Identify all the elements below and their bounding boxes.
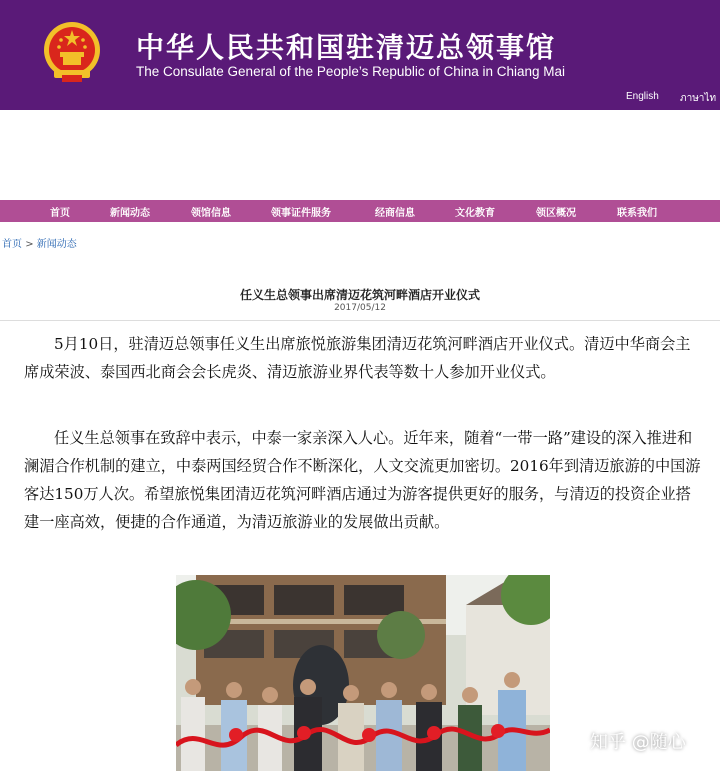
breadcrumb <box>2 235 77 250</box>
nav-item-culture-education[interactable]: 文化教育 <box>455 208 495 219</box>
site-title-english: The Consulate General of the People’s Republic of China in Chiang Mai <box>136 64 566 79</box>
nav-item-home[interactable]: 首页 <box>50 208 70 219</box>
national-emblem-icon <box>42 20 102 84</box>
language-link-english[interactable]: English <box>626 91 659 102</box>
main-navigation <box>0 200 720 222</box>
nav-item-news[interactable]: 新闻动态 <box>110 208 150 219</box>
article-paragraph: 任义生总领事在致辞中表示，中泰一家亲深入人心。近年来，随着“一带一路”建设的深入推进和澜湄合作机制的建立，中泰两国经贸合作不断深化，人文交流更加密切。2016年到清迈旅游的中国游客达150万人次。希望旅悦集团清迈花筑河畔酒店通过为游客提供更好的服务，与清迈的投资企业搭建一座高效，便捷的合作通道，为清迈旅游业的发展做出贡献。 <box>24 429 701 531</box>
breadcrumb-separator: > <box>25 239 34 250</box>
site-title-chinese: 中华人民共和国驻清迈总领事馆 <box>136 31 557 64</box>
breadcrumb-news-link[interactable]: 新闻动态 <box>36 239 77 250</box>
nav-item-consular-services[interactable]: 领事证件服务 <box>271 208 331 219</box>
site-header <box>0 0 720 110</box>
article-title: 任义生总领事出席清迈花筑河畔酒店开业仪式 <box>239 288 480 302</box>
ribbon-cutting-photo <box>176 575 550 771</box>
language-link-thai[interactable]: ภาษาไท <box>680 93 717 104</box>
nav-item-business-info[interactable]: 经商信息 <box>375 208 415 219</box>
article-date: 2017/05/12 <box>334 303 386 313</box>
nav-item-contact-us[interactable]: 联系我们 <box>617 208 657 219</box>
nav-item-consulate-info[interactable]: 领馆信息 <box>191 208 231 219</box>
nav-item-consular-district[interactable]: 领区概况 <box>536 208 576 219</box>
zhihu-watermark: 知乎 @随心 <box>590 732 686 753</box>
title-divider <box>0 320 720 321</box>
breadcrumb-home-link[interactable]: 首页 <box>2 239 22 250</box>
article-paragraph: 5月10日，驻清迈总领事任义生出席旅悦旅游集团清迈花筑河畔酒店开业仪式。清迈中华商会主席成荣波、泰国西北商会会长虎炎、清迈旅游业界代表等数十人参加开业仪式。 <box>24 335 691 381</box>
